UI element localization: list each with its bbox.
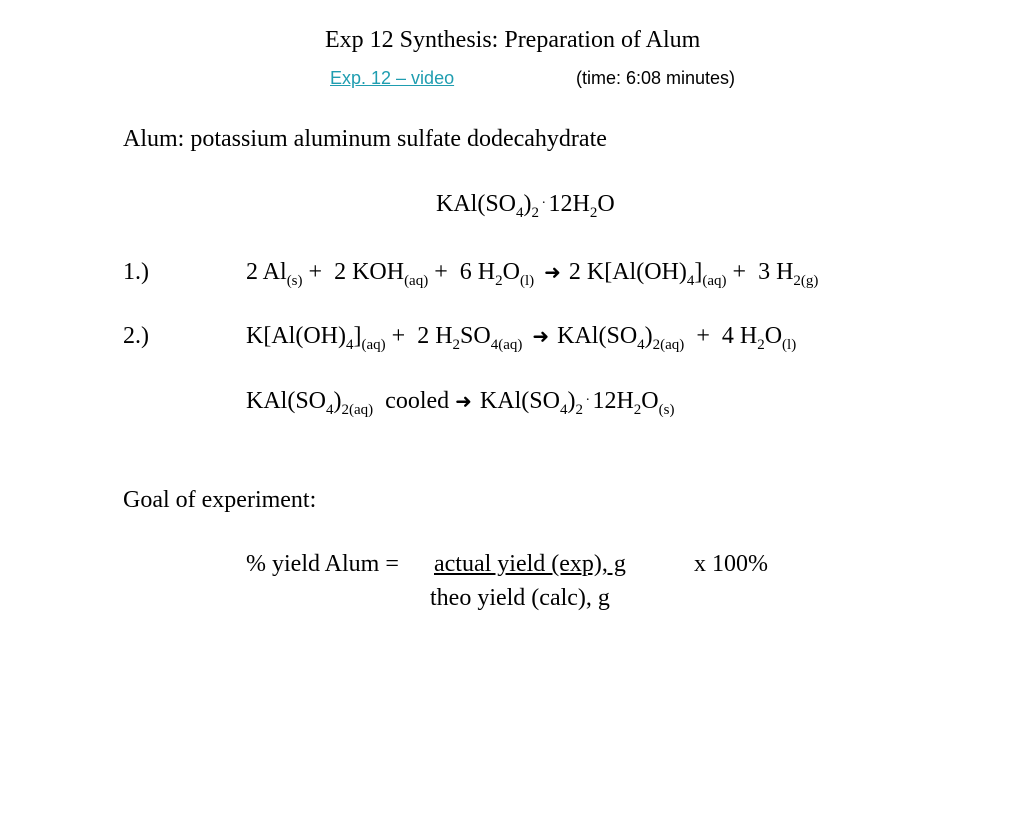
- yield-formula-lhs: % yield Alum =: [246, 551, 399, 577]
- reaction-1-equation: 2 $Al_{(s)} + 2$ $KOH_{(aq)} + 6$ $H_2O_{(l)}$ ➜ 2 $K[Al(OH)_4]_{(aq)} + 3$ $H_{2(g)}$: [246, 259, 819, 289]
- goal-heading: Goal of experiment:: [123, 487, 317, 513]
- reaction-number-1: 1.): [123, 259, 149, 285]
- right-arrow-icon: ➜: [455, 389, 472, 413]
- alum-definition: Alum: potassium aluminum sulfate dodecahydrate: [123, 126, 607, 152]
- right-arrow-icon: ➜: [544, 260, 561, 284]
- cooling-equation: $KAl(SO_4)_{2(aq)}$ cooled ➜ $KAl(SO_4)_2^.$ $12H_2O_{(s)}$: [246, 388, 675, 418]
- yield-denominator: theo yield (calc), g: [430, 585, 610, 611]
- page-title: Exp 12 Synthesis: Preparation of Alum: [325, 27, 701, 53]
- right-arrow-icon: ➜: [532, 324, 550, 348]
- reaction-2-equation: $K[Al(OH)_4]_{(aq)} + 2$ $H_2SO_{4(aq)}$ ➜ $KAl(SO_4)_{2(aq)} + 4$ $H_2O_{(l)}$: [246, 323, 797, 353]
- video-duration: (time: 6:08 minutes): [576, 68, 736, 88]
- alum-formula: $KAl(SO_4)_2^.$ $12H_2O$: [436, 191, 615, 221]
- reaction-number-2: 2.): [123, 323, 149, 349]
- video-link[interactable]: Exp. 12 – video: [330, 68, 455, 88]
- yield-multiplier: x 100%: [694, 551, 768, 577]
- yield-numerator: actual yield (exp), g: [434, 551, 626, 577]
